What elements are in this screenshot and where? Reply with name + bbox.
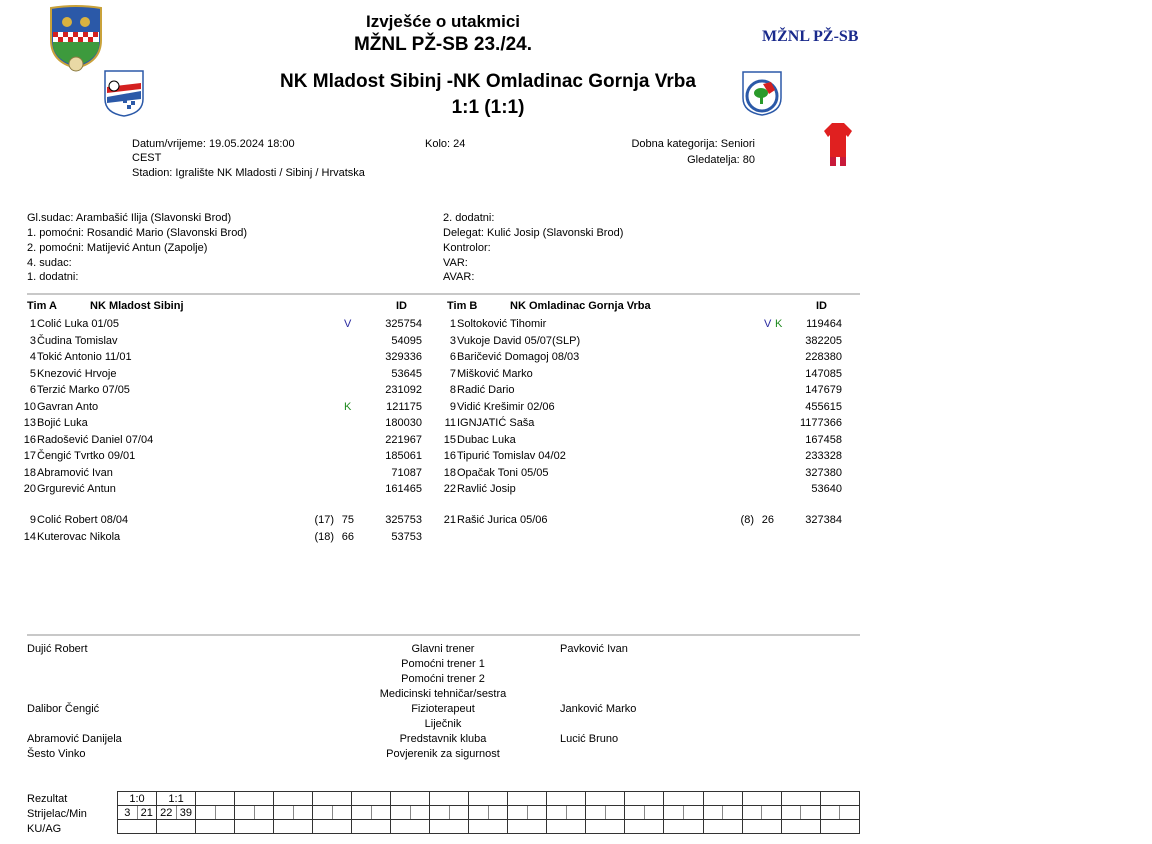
results-label-scorer: Strijelac/Min: [27, 808, 87, 820]
player-id: 53640: [811, 483, 842, 495]
player-row: [14, 399, 434, 416]
ku-cell: [820, 820, 859, 834]
player-name: Gavran Anto: [37, 400, 99, 413]
scorer-cell: [469, 806, 489, 820]
player-id: 185061: [385, 450, 422, 462]
score-cell: [430, 792, 469, 806]
player-name: Grgurević Antun: [37, 483, 116, 495]
results-ku-row: [118, 820, 860, 834]
player-id: 121175: [386, 400, 422, 413]
minute-cell: [801, 806, 821, 820]
away-staff-name: Janković Marko: [560, 703, 637, 715]
scorer-cell: [196, 806, 216, 820]
minute-cell: [723, 806, 743, 820]
scorer-cell: [352, 806, 372, 820]
player-row: [434, 448, 854, 465]
player-id: 147085: [805, 367, 842, 380]
home-staff-name: Abramović Danijela: [27, 733, 122, 745]
scorer-cell: 3: [118, 806, 138, 820]
age-category: Dobna kategorija: Seniori: [631, 138, 755, 150]
player-number: 6: [449, 351, 456, 363]
match-title: NK Mladost Sibinj -NK Omladinac Gornja Vrba: [280, 71, 696, 92]
scorer-cell: [703, 806, 723, 820]
minute-cell: [644, 806, 664, 820]
results-table: [117, 791, 860, 834]
match-datetime: Datum/vrijeme: 19.05.2024 18:00: [132, 138, 295, 150]
player-row: [434, 481, 854, 498]
player-id: 327384: [805, 514, 842, 526]
score-cell: [820, 792, 859, 806]
minute-cell: 39: [176, 806, 196, 820]
player-name: Colić Luka 01/05: [37, 318, 119, 330]
score-cell: [274, 792, 313, 806]
match-round: Kolo: 24: [425, 138, 466, 150]
player-number: 1: [449, 318, 456, 330]
match-score: 1:1 (1:1): [451, 97, 525, 118]
score-cell: 1:1: [157, 792, 196, 806]
minute-cell: [840, 806, 860, 820]
player-id: 327380: [805, 466, 842, 479]
ku-cell: [547, 820, 586, 834]
player-number: 8: [449, 384, 456, 396]
player-number: 11: [444, 417, 456, 429]
staff-role: Pomoćni trener 2: [401, 673, 485, 685]
player-row: [434, 316, 854, 333]
league-crest-logo: [47, 4, 105, 72]
score-cell: [703, 792, 742, 806]
player-name: Tokić Antonio 11/01: [37, 351, 132, 363]
score-cell: [352, 792, 391, 806]
player-id: 53645: [391, 367, 422, 380]
player-row: [434, 465, 854, 482]
substitute-row: [14, 512, 434, 529]
ku-cell: [508, 820, 547, 834]
ku-cell: [469, 820, 508, 834]
scorer-cell: [586, 806, 606, 820]
player-id: 329336: [385, 351, 422, 363]
player-name: Čengić Tvrtko 09/01: [37, 450, 136, 462]
divider-roster: [27, 293, 860, 295]
team-a-name: NK Mladost Sibinj: [90, 300, 184, 312]
player-id: 325754: [385, 318, 422, 330]
player-name: Tipurić Tomislav 04/02: [457, 450, 566, 462]
ku-cell: [313, 820, 352, 834]
scorer-cell: [742, 806, 762, 820]
player-row: [14, 349, 434, 366]
minute-cell: [762, 806, 782, 820]
player-number: 7: [449, 367, 456, 380]
scorer-cell: [274, 806, 294, 820]
score-cell: [586, 792, 625, 806]
player-number: 16: [443, 450, 456, 462]
ku-cell: [742, 820, 781, 834]
official-head-referee: Gl.sudac: Arambašić Ilija (Slavonski Brod): [27, 212, 232, 224]
score-cell: [664, 792, 703, 806]
player-name: Soltoković Tihomir: [457, 318, 547, 330]
staff-role: Predstavnik kluba: [399, 733, 487, 745]
replaced-player: (8): [740, 514, 754, 526]
staff-role: Liječnik: [424, 718, 462, 730]
player-row: [434, 366, 854, 383]
substitute-row: [14, 529, 434, 546]
player-number: 16: [23, 433, 36, 446]
player-number: 10: [23, 400, 36, 413]
player-id: 228380: [805, 351, 842, 363]
ku-cell: [118, 820, 157, 834]
score-cell: [547, 792, 586, 806]
official-var: VAR:: [443, 257, 468, 269]
captain-mark: K: [344, 400, 352, 413]
minute-cell: [449, 806, 469, 820]
staff-role: Fizioterapeut: [411, 703, 475, 715]
ku-cell: [781, 820, 820, 834]
player-id: 53753: [391, 530, 422, 543]
player-name: Radić Dario: [457, 384, 515, 396]
player-name: Ravlić Josip: [457, 483, 516, 495]
replaced-player: (17): [314, 514, 334, 526]
player-name: Vidić Krešimir 02/06: [457, 400, 555, 413]
spectators: Gledatelja: 80: [687, 154, 755, 166]
staff-role: Pomoćni trener 1: [401, 658, 485, 670]
home-staff-name: Dalibor Čengić: [27, 703, 100, 715]
ku-cell: [586, 820, 625, 834]
player-number: 14: [23, 530, 36, 543]
player-name: IGNJATIĆ Saša: [457, 417, 535, 429]
player-row: [434, 415, 854, 432]
player-row: [434, 349, 854, 366]
ku-cell: [664, 820, 703, 834]
player-id: 382205: [805, 334, 842, 347]
player-name: Colić Robert 08/04: [37, 514, 129, 526]
player-name: Bojić Luka: [37, 417, 88, 429]
substitution-minute: 75: [341, 514, 354, 526]
substitution-minute: 26: [761, 514, 774, 526]
scorer-cell: [547, 806, 567, 820]
player-row: [14, 366, 434, 383]
report-title: Izvješće o utakmici: [365, 12, 521, 31]
official-avar: AVAR:: [443, 271, 475, 283]
player-row: [14, 448, 434, 465]
player-row: [434, 382, 854, 399]
home-club-logo: [103, 69, 145, 117]
player-row: [14, 481, 434, 498]
staff-role: Povjerenik za sigurnost: [386, 748, 500, 760]
score-cell: [742, 792, 781, 806]
player-number: 1: [29, 318, 36, 330]
player-number: 9: [449, 400, 456, 413]
ku-cell: [235, 820, 274, 834]
results-label-score: Rezultat: [27, 793, 68, 805]
player-id: 161465: [385, 483, 422, 495]
player-number: 15: [443, 433, 456, 446]
score-cell: [469, 792, 508, 806]
player-number: 18: [23, 466, 36, 479]
results-score-row: [118, 792, 860, 806]
player-number: 5: [29, 367, 36, 380]
player-name: Radošević Daniel 07/04: [37, 433, 154, 446]
score-cell: [196, 792, 235, 806]
player-name: Dubac Luka: [457, 433, 516, 446]
competition-title: MŽNL PŽ-SB 23./24.: [353, 34, 533, 55]
minute-cell: 21: [137, 806, 157, 820]
player-id: 325753: [385, 514, 422, 526]
player-number: 18: [443, 466, 456, 479]
scorer-cell: [508, 806, 528, 820]
scorer-cell: [820, 806, 840, 820]
score-cell: [313, 792, 352, 806]
player-name: Mišković Marko: [457, 367, 533, 380]
ku-cell: [274, 820, 313, 834]
player-row: [434, 399, 854, 416]
captain-mark: K: [775, 318, 783, 330]
player-number: 22: [443, 483, 456, 495]
team-b-id-header: ID: [816, 300, 827, 312]
away-club-logo: [741, 70, 783, 116]
player-id: 119464: [806, 318, 842, 330]
match-timezone: CEST: [132, 152, 162, 164]
ku-cell: [703, 820, 742, 834]
player-row: [434, 432, 854, 449]
player-name: Rašić Jurica 05/06: [457, 514, 548, 526]
goalkeeper-mark: V: [344, 318, 352, 330]
ku-cell: [196, 820, 235, 834]
player-id: 54095: [391, 334, 422, 347]
scorer-cell: [625, 806, 645, 820]
player-id: 231092: [385, 384, 422, 396]
player-number: 6: [29, 384, 36, 396]
team-a-id-header: ID: [396, 300, 407, 312]
scorer-cell: [430, 806, 450, 820]
team-a-label: Tim A: [27, 300, 57, 312]
score-cell: [781, 792, 820, 806]
player-name: Opačak Toni 05/05: [457, 466, 549, 479]
substitute-row: [434, 512, 854, 529]
player-id: 147679: [805, 384, 842, 396]
player-id: 221967: [385, 433, 422, 446]
official-controller: Kontrolor:: [443, 242, 491, 254]
scorer-cell: [313, 806, 333, 820]
official-additional-2: 2. dodatni:: [443, 212, 495, 224]
player-number: 3: [29, 334, 36, 347]
player-row: [14, 432, 434, 449]
divider-staff: [27, 634, 860, 636]
minute-cell: [527, 806, 547, 820]
player-row: [14, 465, 434, 482]
minute-cell: [332, 806, 352, 820]
player-name: Baričević Domagoj 08/03: [457, 351, 580, 363]
official-assistant-2: 2. pomoćni: Matijević Antun (Zapolje): [27, 242, 208, 254]
ku-cell: [391, 820, 430, 834]
player-id: 71087: [391, 466, 422, 479]
ku-cell: [430, 820, 469, 834]
player-number: 4: [29, 351, 36, 363]
player-number: 9: [29, 514, 36, 526]
scorer-cell: [235, 806, 255, 820]
player-id: 1177366: [799, 417, 842, 429]
player-name: Kuterovac Nikola: [37, 530, 121, 543]
player-number: 3: [449, 334, 456, 347]
team-b-label: Tim B: [447, 300, 478, 312]
player-row: [14, 316, 434, 333]
minute-cell: [215, 806, 235, 820]
scorer-cell: [664, 806, 684, 820]
player-number: 13: [23, 417, 36, 429]
home-staff-name: Dujić Robert: [27, 643, 88, 655]
player-id: 233328: [805, 450, 842, 462]
scorer-cell: [781, 806, 801, 820]
replaced-player: (18): [314, 530, 334, 543]
results-scorer-row: [118, 806, 860, 820]
league-badge: MŽNL PŽ-SB: [762, 28, 859, 45]
minute-cell: [566, 806, 586, 820]
minute-cell: [410, 806, 430, 820]
player-name: Abramović Ivan: [37, 466, 113, 479]
ku-cell: [352, 820, 391, 834]
minute-cell: [605, 806, 625, 820]
official-delegate: Delegat: Kulić Josip (Slavonski Brod): [443, 227, 624, 239]
minute-cell: [488, 806, 508, 820]
official-additional-1: 1. dodatni:: [27, 271, 79, 283]
player-number: 21: [443, 514, 456, 526]
minute-cell: [683, 806, 703, 820]
score-cell: [391, 792, 430, 806]
player-row: [14, 415, 434, 432]
scorer-cell: 22: [157, 806, 177, 820]
kit-icon: [823, 121, 853, 167]
team-b-name: NK Omladinac Gornja Vrba: [510, 300, 651, 312]
official-assistant-1: 1. pomoćni: Rosandić Mario (Slavonski Brod): [27, 227, 248, 239]
player-name: Čudina Tomislav: [37, 334, 118, 347]
minute-cell: [371, 806, 391, 820]
away-staff-name: Lucić Bruno: [560, 733, 619, 745]
player-id: 455615: [805, 400, 842, 413]
minute-cell: [293, 806, 313, 820]
minute-cell: [254, 806, 274, 820]
player-row: [434, 333, 854, 350]
home-staff-name: Šesto Vinko: [27, 748, 86, 760]
ku-cell: [625, 820, 664, 834]
player-id: 180030: [385, 417, 422, 429]
player-row: [14, 382, 434, 399]
player-name: Terzić Marko 07/05: [37, 384, 130, 396]
score-cell: [235, 792, 274, 806]
match-stadium: Stadion: Igralište NK Mladosti / Sibinj / Hrvatska: [132, 167, 365, 179]
staff-role: Medicinski tehničar/sestra: [379, 688, 507, 700]
player-number: 20: [23, 483, 36, 495]
player-row: [14, 333, 434, 350]
official-fourth: 4. sudac:: [27, 257, 72, 269]
ku-cell: [157, 820, 196, 834]
staff-role: Glavni trener: [411, 643, 475, 655]
score-cell: [625, 792, 664, 806]
away-staff-name: Pavković Ivan: [560, 643, 628, 655]
scorer-cell: [391, 806, 411, 820]
score-cell: [508, 792, 547, 806]
goalkeeper-mark: V: [764, 318, 772, 330]
score-cell: 1:0: [118, 792, 157, 806]
player-name: Knezović Hrvoje: [37, 367, 117, 380]
results-label-ku: KU/AG: [27, 823, 62, 835]
player-name: Vukoje David 05/07(SLP): [457, 334, 581, 347]
substitution-minute: 66: [341, 530, 354, 543]
player-number: 17: [23, 450, 36, 462]
player-id: 167458: [805, 433, 842, 446]
